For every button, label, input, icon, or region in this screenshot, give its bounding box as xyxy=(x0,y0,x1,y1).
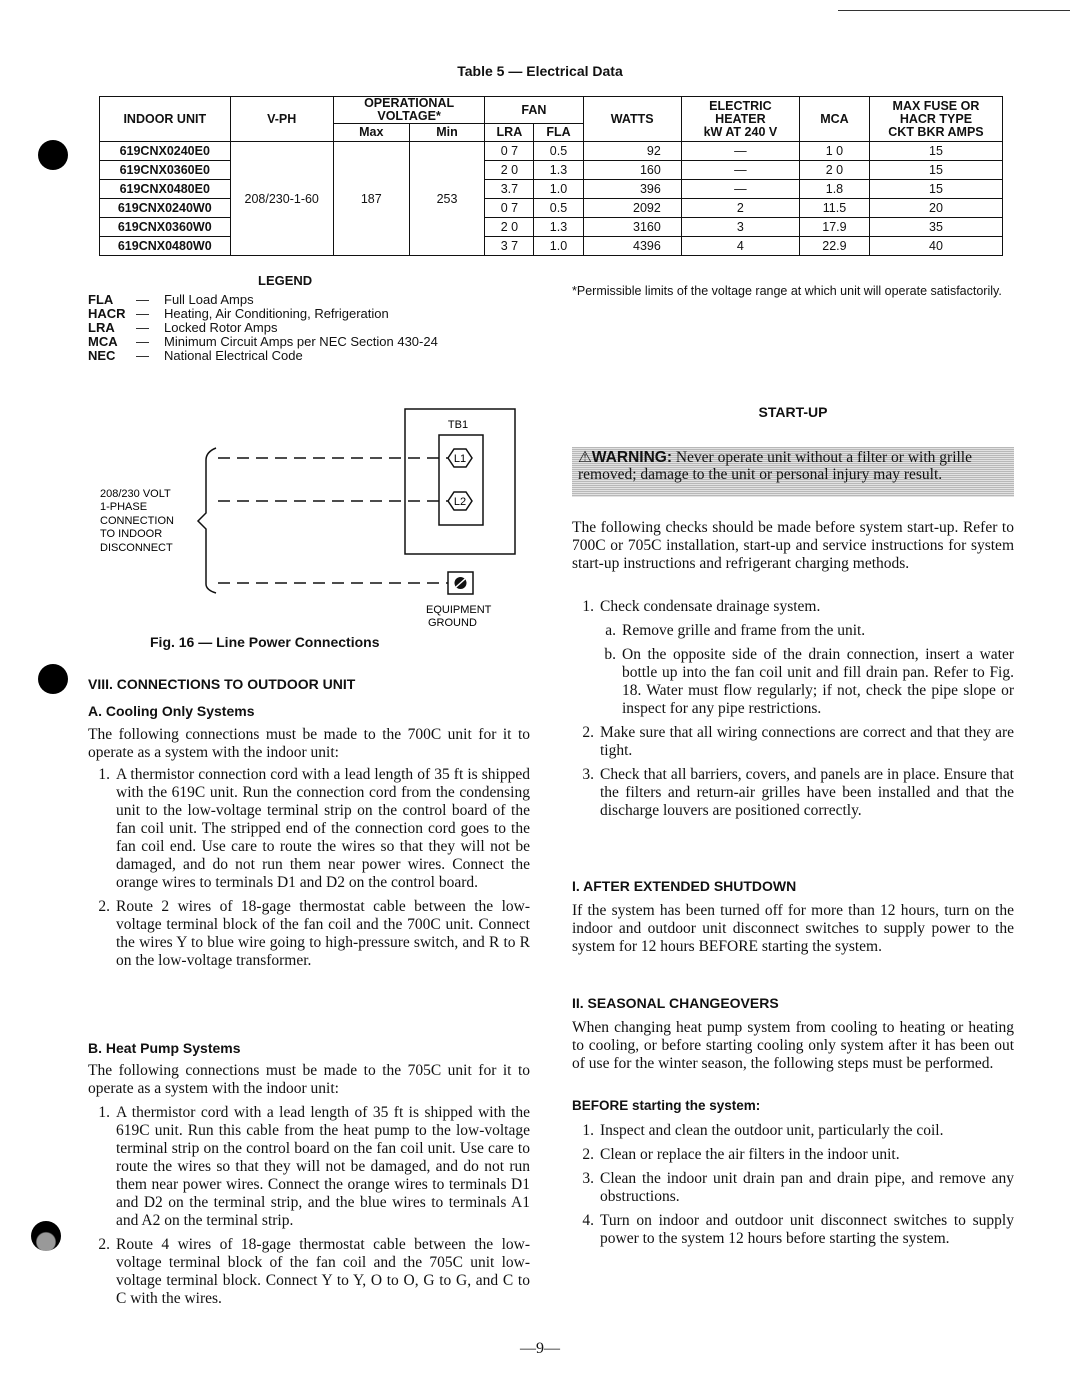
col-header-mca: MCA xyxy=(799,97,869,142)
cell-mca: 1.8 xyxy=(799,180,869,199)
svg-text:1-PHASE: 1-PHASE xyxy=(100,501,148,513)
col-header-fuse xyxy=(869,97,1002,142)
cell-heater: 3 xyxy=(681,218,799,237)
legend-item xyxy=(88,307,438,321)
cell-watts: 4396 xyxy=(583,237,681,256)
list-item: 3. Check that all barriers, covers, and panels are in place. Ensure that the filters and return-air grilles have been installed and that the discharge louvers are positioned correctly. xyxy=(582,766,1014,819)
subsection-heading: BEFORE starting the system: xyxy=(572,1098,761,1113)
list-number: 2. xyxy=(582,1146,594,1163)
list-text: Clean the indoor unit drain pan and drain pipe, and remove any obstructions. xyxy=(600,1170,1014,1205)
startup-checks-list xyxy=(572,598,1014,826)
punch-hole xyxy=(38,140,68,170)
legend-dash: — xyxy=(136,348,149,363)
list-item xyxy=(572,1170,1014,1206)
col-header-max: Max xyxy=(333,124,409,142)
heater-header-line: HEATER xyxy=(715,111,766,126)
list-text: Clean or replace the air filters in the indoor unit. xyxy=(600,1146,900,1163)
cell-unit: 619CNX0240E0 xyxy=(100,142,231,161)
list-item xyxy=(572,1146,1014,1164)
table-footnote: *Permissible limits of the voltage range at which unit will operate satisfactorily. xyxy=(572,284,1002,298)
table-row xyxy=(100,142,1003,161)
heater-header-line: kW AT 240 V xyxy=(703,124,778,139)
cell-fuse: 35 xyxy=(869,218,1002,237)
legend xyxy=(88,293,438,363)
legend-item xyxy=(88,335,438,349)
terminal-l2-label: L2 xyxy=(453,496,467,508)
svg-text:GROUND: GROUND xyxy=(428,617,477,629)
legend-text: National Electrical Code xyxy=(164,348,303,363)
startup-heading: START-UP xyxy=(758,404,828,420)
fuse-header-line: MAX FUSE OR xyxy=(892,98,980,113)
sub-list xyxy=(600,622,1014,718)
supply-label xyxy=(100,488,174,554)
cell-heater: 2 xyxy=(681,199,799,218)
list-item xyxy=(88,898,530,970)
list-text: Inspect and clean the outdoor unit, particularly the coil. xyxy=(600,1122,944,1139)
list-item: b. On the opposite side of the drain connection, insert a water bottle up into the fan coil unit and fill drain pan. Refer to Fig. 18. Water must flow regularly; if not, check the pipe slope or inspect for any pipe restrictions. xyxy=(604,646,1014,717)
punch-hole xyxy=(31,1221,61,1251)
cell-watts: 92 xyxy=(583,142,681,161)
subsection-heading: B. Heat Pump Systems xyxy=(88,1040,241,1056)
cell-fuse: 15 xyxy=(869,161,1002,180)
cell-fla: 1.0 xyxy=(534,237,583,256)
cell-lra: 2 0 xyxy=(485,161,534,180)
legend-dash: — xyxy=(136,334,149,349)
paragraph: The following connections must be made to the 705C unit for it to operate as a system with the indoor unit: xyxy=(88,1062,530,1097)
paragraph: If the system has been turned off for more than 12 hours, turn on the indoor and outdoor unit disconnect switches to supply power to the system for 12 hours BEFORE starting the system. xyxy=(572,902,1014,955)
col-header-watts: WATTS xyxy=(583,97,681,142)
cell-fla: 1.3 xyxy=(534,218,583,237)
legend-text: Heating, Air Conditioning, Refrigeration xyxy=(164,306,389,321)
cell-unit: 619CNX0360E0 xyxy=(100,161,231,180)
warning-box xyxy=(572,447,1014,497)
col-header-fla: FLA xyxy=(534,124,583,142)
cell-watts: 2092 xyxy=(583,199,681,218)
legend-abbr: NEC xyxy=(88,348,116,363)
cell-mca: 17.9 xyxy=(799,218,869,237)
section-heading: VIII. CONNECTIONS TO OUTDOOR UNIT xyxy=(88,676,356,692)
cell-watts: 160 xyxy=(583,161,681,180)
before-steps-list xyxy=(572,1122,1014,1254)
legend-text: Minimum Circuit Amps per NEC Section 430-24 xyxy=(164,334,438,349)
svg-text:EQUIPMENT: EQUIPMENT xyxy=(426,604,492,616)
col-header-vph: V-PH xyxy=(230,97,333,142)
cell-mca: 11.5 xyxy=(799,199,869,218)
terminal-l1-label: L1 xyxy=(453,453,467,465)
brace-icon xyxy=(198,448,216,593)
list-text: A thermistor cord with a lead length of 35 ft is shipped with the 619C unit. Run this cable from the heat pump to the low-voltage terminal strip on the control board on the fan coil unit. Use care to route the wires so that they will not be damaged, and do not run them near power wires. Connect the orange wires to terminals D1 and D2 on the terminal strip, and the blue wires to terminals A1 and A2 on the terminal strip. xyxy=(116,1104,530,1229)
heater-header-line: ELECTRIC xyxy=(709,98,772,113)
cell-fla: 0.5 xyxy=(534,142,583,161)
cell-heater: — xyxy=(681,180,799,199)
legend-title: LEGEND xyxy=(258,273,313,288)
line-power-diagram xyxy=(90,400,530,640)
legend-dash: — xyxy=(136,320,149,335)
cell-unit: 619CNX0240W0 xyxy=(100,199,231,218)
list-text: Route 2 wires of 18-gage thermostat cable between the low-voltage terminal block of the fan coil and the 700C unit. Connect the wires Y to blue wire going to high-pressure switch, and R to R on the low-voltage transformer. xyxy=(116,898,530,969)
cell-lra: 2 0 xyxy=(485,218,534,237)
list-item xyxy=(88,766,530,892)
col-header-min: Min xyxy=(409,124,485,142)
warning-text: Never operate unit without a filter or with grille removed; damage to the unit or personal injury may result. xyxy=(578,449,972,483)
cell-lra: 0 7 xyxy=(485,199,534,218)
warning-label: WARNING: xyxy=(591,449,672,466)
subsection-heading: A. Cooling Only Systems xyxy=(88,703,255,719)
header-rule xyxy=(838,10,1070,11)
legend-item xyxy=(88,321,438,335)
cell-fla: 0.5 xyxy=(534,199,583,218)
legend-text: Full Load Amps xyxy=(164,292,254,307)
legend-abbr: MCA xyxy=(88,334,118,349)
cell-fuse: 15 xyxy=(869,142,1002,161)
list-number: 2. xyxy=(98,898,110,915)
col-header-lra: LRA xyxy=(485,124,534,142)
col-header-fan: FAN xyxy=(485,97,583,124)
punch-hole xyxy=(38,664,68,694)
paragraph: The following checks should be made before system start-up. Refer to 700C or 705C installation, start-up and service instructions for system start-up instructions and refrigerant charging methods. xyxy=(572,519,1014,572)
cell-watts: 396 xyxy=(583,180,681,199)
svg-text:CONNECTION: CONNECTION xyxy=(100,515,174,527)
cell-unit: 619CNX0360W0 xyxy=(100,218,231,237)
cell-watts: 3160 xyxy=(583,218,681,237)
legend-abbr: HACR xyxy=(88,306,126,321)
cell-lra: 0 7 xyxy=(485,142,534,161)
cell-mca: 1 0 xyxy=(799,142,869,161)
list-item xyxy=(572,1122,1014,1140)
list-text: A thermistor connection cord with a lead length of 35 ft is shipped with the 619C unit. Run the connection cord from the condensing unit to the low-voltage terminal strip on the control board of the fan coil unit. The stripped end of the connection cord goes to the fan coil end. Use care to route the wires so that they will not be damaged, and do not run them near power wires. Connect the orange wires to terminals D1 and D2 on the control board. xyxy=(116,766,530,891)
cell-mca: 22.9 xyxy=(799,237,869,256)
list-number: 2. xyxy=(98,1236,110,1253)
svg-text:DISCONNECT: DISCONNECT xyxy=(100,542,173,554)
list-number: 1. xyxy=(98,1104,110,1121)
section-heading: I. AFTER EXTENDED SHUTDOWN xyxy=(572,878,797,894)
list-number: 4. xyxy=(582,1212,594,1229)
cell-fuse: 20 xyxy=(869,199,1002,218)
cell-heater: — xyxy=(681,161,799,180)
page-number: —9— xyxy=(520,1340,560,1357)
cooling-steps-list xyxy=(88,766,530,976)
legend-dash: — xyxy=(136,306,149,321)
legend-item xyxy=(88,293,438,307)
figure-caption: Fig. 16 — Line Power Connections xyxy=(150,634,380,650)
cell-min: 253 xyxy=(409,142,485,256)
list-item xyxy=(572,1212,1014,1248)
list-item: a. Remove grille and frame from the unit. xyxy=(605,622,866,639)
cell-heater: — xyxy=(681,142,799,161)
cell-max: 187 xyxy=(333,142,409,256)
list-number: 3. xyxy=(582,1170,594,1187)
paragraph: When changing heat pump system from cooling to heating or heating to cooling, or before starting cooling only system after it has been out of use for the winter season, the following steps must be performed. xyxy=(572,1019,1014,1072)
legend-item xyxy=(88,349,438,363)
electrical-data-table xyxy=(99,96,1003,256)
col-header-heater xyxy=(681,97,799,142)
svg-text:208/230 VOLT: 208/230 VOLT xyxy=(100,488,171,500)
list-number: 1. xyxy=(582,1122,594,1139)
ground-label xyxy=(426,604,492,629)
legend-text: Locked Rotor Amps xyxy=(164,320,278,335)
svg-text:TO INDOOR: TO INDOOR xyxy=(100,528,163,540)
list-item xyxy=(88,1236,530,1308)
list-number: 1. xyxy=(98,766,110,783)
list-text: Route 4 wires of 18-gage thermostat cable between the low-voltage terminal block of the fan coil and the 705C unit low-voltage terminal block. Connect Y to Y, O to O, G to G, and C to C with the wires. xyxy=(116,1236,530,1307)
section-heading: II. SEASONAL CHANGEOVERS xyxy=(572,995,779,1011)
warning-icon: ⚠ xyxy=(578,449,592,466)
list-item: 1. Check condensate drainage system. a. Remove grille and frame from the unit. b. On the opposite side of the drain connection, insert a water bottle up into the fan coil unit and fill drain pan. Refer to Fig. 18. Water must flow regularly; if not, check the pipe slope or inspect for any pipe restrictions. xyxy=(582,598,1014,717)
fuse-header-line: CKT BKR AMPS xyxy=(888,124,984,139)
cell-unit: 619CNX0480W0 xyxy=(100,237,231,256)
cell-fuse: 15 xyxy=(869,180,1002,199)
heatpump-steps-list xyxy=(88,1104,530,1314)
legend-dash: — xyxy=(136,292,149,307)
cell-vph: 208/230-1-60 xyxy=(230,142,333,256)
legend-abbr: FLA xyxy=(88,292,114,307)
cell-heater: 4 xyxy=(681,237,799,256)
list-item xyxy=(88,1104,530,1230)
list-item: 2. Make sure that all wiring connections are correct and that they are tight. xyxy=(582,724,1014,759)
col-header-op-voltage: OPERATIONAL VOLTAGE* xyxy=(333,97,484,124)
list-text: Turn on indoor and outdoor unit disconnect switches to supply power to the system 12 hours before starting the system. xyxy=(600,1212,1014,1247)
cell-fla: 1.0 xyxy=(534,180,583,199)
tb1-label: TB1 xyxy=(447,419,469,431)
fuse-header-line: HACR TYPE xyxy=(899,111,973,126)
cell-unit: 619CNX0480E0 xyxy=(100,180,231,199)
cell-fla: 1.3 xyxy=(534,161,583,180)
paragraph: The following connections must be made to the 700C unit for it to operate as a system with the indoor unit: xyxy=(88,726,530,761)
legend-abbr: LRA xyxy=(88,320,115,335)
col-header-indoor-unit: INDOOR UNIT xyxy=(100,97,231,142)
cell-fuse: 40 xyxy=(869,237,1002,256)
cell-lra: 3 7 xyxy=(485,237,534,256)
cell-mca: 2 0 xyxy=(799,161,869,180)
cell-lra: 3.7 xyxy=(485,180,534,199)
table-title: Table 5 — Electrical Data xyxy=(457,63,623,79)
